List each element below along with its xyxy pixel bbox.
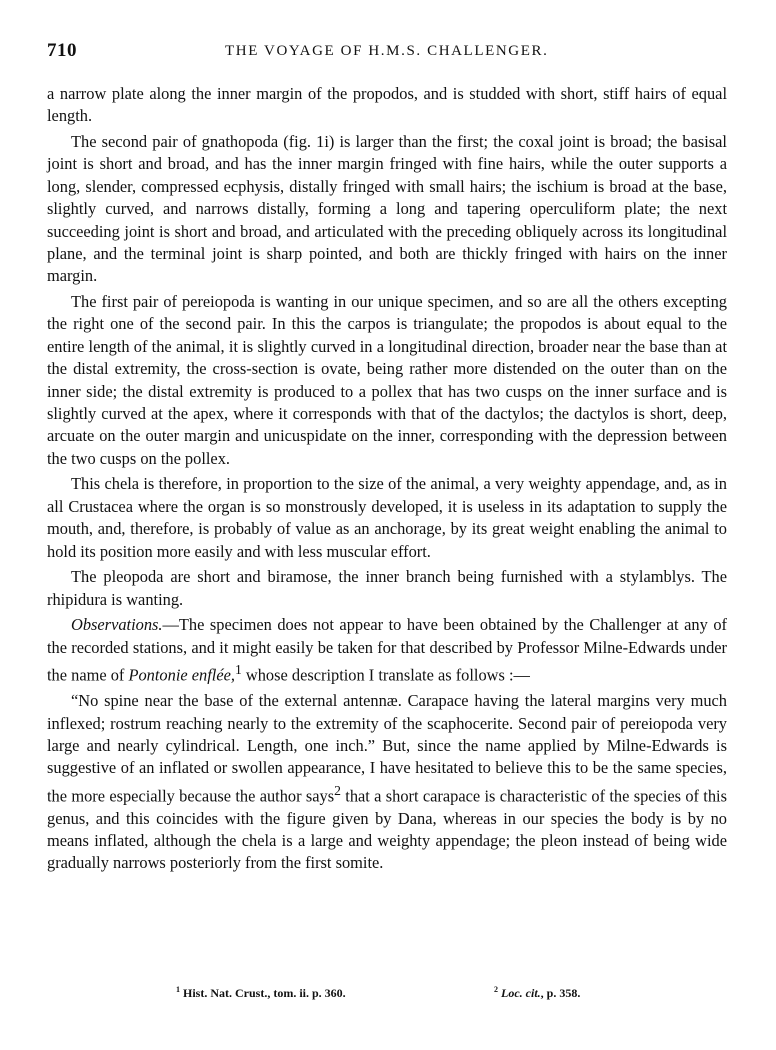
footnote-1 bbox=[176, 985, 346, 1001]
discussion-text-after: that a short carapace is characteristic of the species of this genus, and this coincides with the figure given by Dana, whereas in our species the body is by no means inflated, although the chela is a large and weighty appendage; the pleon instead of being wide gradually narrows posteriorly from the first somite. bbox=[47, 786, 727, 873]
paragraph-pleopoda: The pleopoda are short and biramose, the inner branch being furnished with a stylamblys. The rhipidura is wanting. bbox=[47, 567, 727, 609]
observations-text-after: whose description I translate as follows :— bbox=[241, 665, 530, 685]
footnote-2-text: , p. 358. bbox=[540, 986, 581, 1000]
paragraph-chela: This chela is therefore, in proportion to the size of the animal, a very weighty appendage, and, as in all Crustacea where the organ is so monstrously developed, it is useless in its adaptation to supply the mouth, and, therefore, is probably of value as an anchorage, by its great weight enabling the animal to hold its position more easily and with less muscular effort. bbox=[47, 474, 727, 561]
footnote-ref-1: 1 bbox=[234, 662, 242, 678]
footnote-2-mark: 2 bbox=[494, 985, 498, 994]
page-header bbox=[47, 40, 727, 66]
species-name: Pontonie enflée, bbox=[128, 665, 235, 685]
observations-heading: Observations. bbox=[71, 615, 163, 635]
paragraph-observations bbox=[47, 614, 727, 687]
paragraph-quoted-description bbox=[47, 690, 727, 875]
footnote-2 bbox=[494, 985, 580, 1001]
page-number: 710 bbox=[47, 40, 77, 61]
paragraph-second-gnathopoda: The second pair of gnathopoda (fig. 1i) is larger than the first; the coxal joint is broad; the basisal joint is short and broad, and has the inner margin fringed with fine hairs, while the outer supports a long, slender, compressed ecphysis, distally fringed with small hairs; the ischium is broad at the base, slightly curved, and narrows distally, forming a long and tapering operculiform plate; the next succeeding joint is short and broad, and articulated with the preceding obliquely across its longitudinal plane, and the terminal joint is sharp pointed, and both are thickly fringed with hairs on the inner margin. bbox=[47, 132, 727, 286]
observations-text-before: —The specimen does not appear to have been obtained by the Challenger at any of the recorded stations, and it might easily be taken for that described by Professor Milne-Edwards under the name of bbox=[47, 615, 727, 685]
footnote-1-text: Hist. Nat. Crust., tom. ii. p. 360. bbox=[183, 986, 346, 1000]
running-title: THE VOYAGE OF H.M.S. CHALLENGER. bbox=[225, 43, 549, 59]
footnote-ref-2: 2 bbox=[334, 782, 341, 798]
discussion-text-before: But, since the name applied by Milne-Edwards is suggestive of an inflated or swollen appearance, I have hesitated to believe this to be the same species, the more especially because the author says bbox=[47, 735, 727, 806]
footnotes bbox=[176, 985, 676, 1005]
footnote-2-italic: Loc. cit. bbox=[501, 986, 541, 1000]
paragraph-pereiopoda: The first pair of pereiopoda is wanting in our unique specimen, and so are all the others excepting the right one of the second pair. In this the carpos is triangulate; the propodos is about equal to the entire length of the animal, it is slightly curved in a longitudinal direction, broader near the base than at the distal extremity, the cross-section is ovate, being rather more distended on the outer than on the inner side; the distal extremity is produced to a pollex that has two cusps on the inner surface and is slightly curved at the apex, where it corresponds with that of the dactylos; the dactylos is short, deep, arcuate on the outer margin and unicuspidate on the inner, corresponding with the depression between the two cusps on the pollex. bbox=[47, 292, 727, 468]
quoted-description: “No spine near the base of the external antennæ. Carapace having the lateral margins very much inflexed; rostrum reaching nearly to the extremity of the scaphocerite. Second pair of pereiopoda very large and nearly cylindrical. Length, one inch.” bbox=[47, 691, 727, 755]
paragraph-propodos-plate: a narrow plate along the inner margin of the propodos, and is studded with short, stiff hairs of equal length. bbox=[47, 84, 727, 126]
body-text bbox=[47, 83, 727, 878]
footnote-1-mark: 1 bbox=[176, 985, 180, 994]
